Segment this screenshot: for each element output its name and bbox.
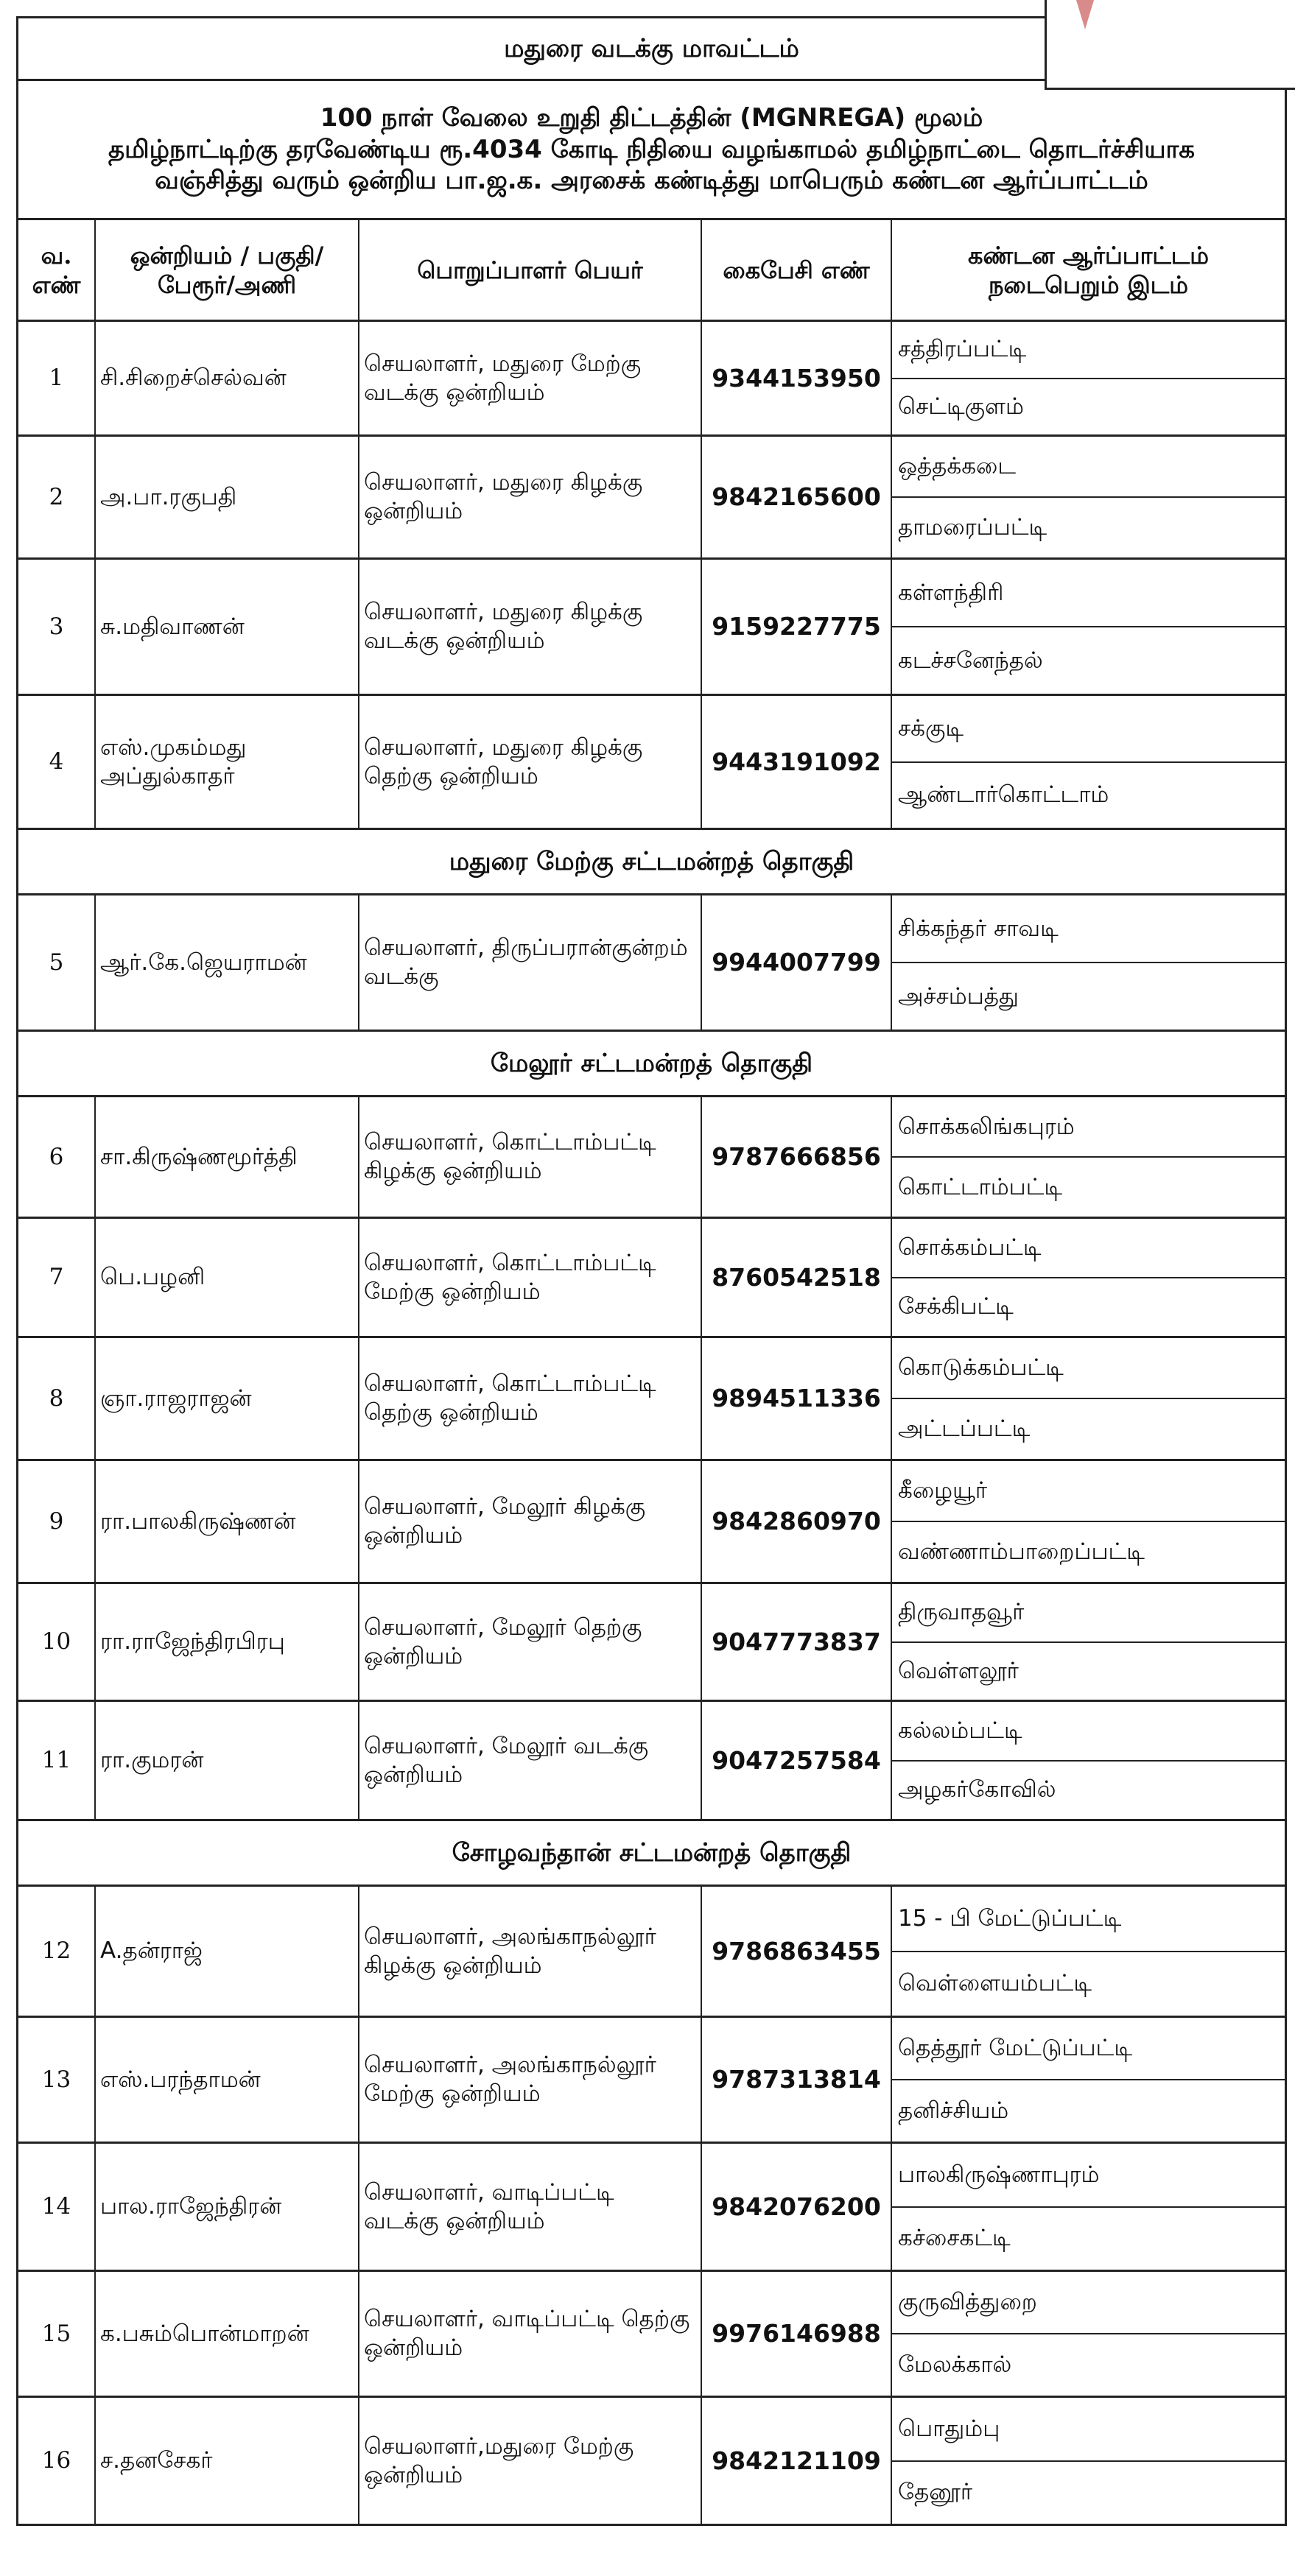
- table-row: [18, 1338, 1285, 1461]
- venue: வெள்ளையம்பட்டி: [892, 1951, 1285, 2016]
- venue: பொதும்பு: [898, 2415, 1000, 2442]
- union-incharge-name: ரா.ராஜேந்திரபிரபு: [96, 1584, 359, 1700]
- union-incharge-name: ரா.குமரன்: [96, 1702, 359, 1819]
- header-union: ஒன்றியம் / பகுதி/ பேரூர்/அணி: [96, 220, 359, 320]
- venue: பாலகிருஷ்ணாபுரம்: [898, 2161, 1100, 2188]
- venue: மேலக்கால்: [892, 2333, 1285, 2396]
- phone-number: 9443191092: [702, 696, 892, 828]
- phone-number: 9894511336: [702, 1338, 892, 1459]
- phone-number: 9976146988: [702, 2272, 892, 2396]
- venue: தெத்தூர் மேட்டுப்பட்டி: [898, 2035, 1133, 2062]
- venue-list: [892, 2272, 1285, 2396]
- union-incharge-name: பெ.பழனி: [96, 1219, 359, 1336]
- header-incharge: பொறுப்பாளர் பெயர்: [359, 220, 702, 320]
- table-header: [18, 220, 1285, 322]
- role: செயலாளர், கொட்டாம்பட்டி தெற்கு ஒன்றியம்: [359, 1338, 702, 1459]
- phone-number: 9944007799: [702, 895, 892, 1030]
- serial-number: 7: [18, 1219, 96, 1336]
- union-incharge-name: A.தன்ராஜ்: [96, 1887, 359, 2016]
- phone-number: 9786863455: [702, 1887, 892, 2016]
- phone-number: 9047257584: [702, 1702, 892, 1819]
- serial-number: 6: [18, 1097, 96, 1217]
- section-heading: மதுரை மேற்கு சட்டமன்றத் தொகுதி: [18, 830, 1285, 895]
- table-row: [18, 437, 1285, 560]
- serial-number: 5: [18, 895, 96, 1030]
- serial-number: 11: [18, 1702, 96, 1819]
- announcement-line: 100 நாள் வேலை உறுதி திட்டத்தின் (MGNREGA) மூலம்: [320, 103, 983, 133]
- role: செயலாளர், மேலூர் தெற்கு ஒன்றியம்: [359, 1584, 702, 1700]
- table-row: [18, 895, 1285, 1032]
- venue-list: [892, 1702, 1285, 1819]
- role: செயலாளர், கொட்டாம்பட்டி கிழக்கு ஒன்றியம்: [359, 1097, 702, 1217]
- phone-number: 9842860970: [702, 1461, 892, 1582]
- table-row: [18, 1097, 1285, 1219]
- venue: வண்ணாம்பாறைப்பட்டி: [892, 1521, 1285, 1582]
- venue-list: [892, 696, 1285, 828]
- role: செயலாளர், திருப்பரான்குன்றம் வடக்கு: [359, 895, 702, 1030]
- role: செயலாளர், கொட்டாம்பட்டி மேற்கு ஒன்றியம்: [359, 1219, 702, 1336]
- table-row: [18, 696, 1285, 830]
- venue: கீழையூர்: [898, 1477, 988, 1505]
- serial-number: 12: [18, 1887, 96, 2016]
- district-title: மதுரை வடக்கு மாவட்டம்: [18, 18, 1285, 81]
- venue: அழகர்கோவில்: [892, 1760, 1285, 1820]
- venue: திருவாதவூர்: [898, 1599, 1025, 1626]
- union-incharge-name: ச.தனசேகர்: [96, 2398, 359, 2524]
- venue-list: [892, 1097, 1285, 1217]
- table-row: [18, 1702, 1285, 1821]
- venue: அட்டப்பட்டி: [892, 1398, 1285, 1459]
- union-incharge-name: சா.கிருஷ்ணமூர்த்தி: [96, 1097, 359, 1217]
- header-serial: வ. எண்: [18, 220, 96, 320]
- table-row: [18, 2144, 1285, 2272]
- venue-list: [892, 560, 1285, 694]
- header-venue: கண்டன ஆர்ப்பாட்டம் நடைபெறும் இடம்: [967, 241, 1210, 299]
- serial-number: 13: [18, 2018, 96, 2142]
- venue: தாமரைப்பட்டி: [892, 496, 1285, 557]
- table-row: [18, 322, 1285, 437]
- venue-list: [892, 1461, 1285, 1582]
- venue: 15 - பி மேட்டுப்பட்டி: [898, 1904, 1122, 1932]
- venue: சொக்கம்பட்டி: [898, 1234, 1042, 1261]
- announcement-line: வஞ்சித்து வரும் ஒன்றிய பா.ஜ.க. அரசைக் கண்டித்து மாபெரும் கண்டன ஆர்ப்பாட்டம்: [155, 166, 1148, 196]
- union-incharge-name: சு.மதிவாணன்: [96, 560, 359, 694]
- venue: ஆண்டார்கொட்டாம்: [892, 761, 1285, 828]
- serial-number: 10: [18, 1584, 96, 1700]
- section-heading: சோழவந்தான் சட்டமன்றத் தொகுதி: [18, 1821, 1285, 1887]
- role: செயலாளர், மதுரை கிழக்கு தெற்கு ஒன்றியம்: [359, 696, 702, 828]
- role: செயலாளர், வாடிப்பட்டி வடக்கு ஒன்றியம்: [359, 2144, 702, 2270]
- decorative-mark: [1076, 0, 1094, 29]
- role: செயலாளர், மதுரை மேற்கு வடக்கு ஒன்றியம்: [359, 322, 702, 434]
- venue: கல்லம்பட்டி: [898, 1717, 1022, 1744]
- venue: தேனூர்: [892, 2460, 1285, 2524]
- serial-number: 16: [18, 2398, 96, 2524]
- venue: சேக்கிபட்டி: [892, 1277, 1285, 1337]
- phone-number: 9787666856: [702, 1097, 892, 1217]
- venue-list: [892, 2018, 1285, 2142]
- phone-number: 9842165600: [702, 437, 892, 557]
- venue: கொடுக்கம்பட்டி: [898, 1354, 1064, 1382]
- venue-list: [892, 1338, 1285, 1459]
- serial-number: 3: [18, 560, 96, 694]
- venue: அச்சம்பத்து: [892, 962, 1285, 1030]
- role: செயலாளர், அலங்காநல்லூர் கிழக்கு ஒன்றியம்: [359, 1887, 702, 2016]
- union-incharge-name: ஆர்.கே.ஜெயராமன்: [96, 895, 359, 1030]
- phone-number: 9787313814: [702, 2018, 892, 2142]
- serial-number: 9: [18, 1461, 96, 1582]
- union-incharge-name: பால.ராஜேந்திரன்: [96, 2144, 359, 2270]
- role: செயலாளர், அலங்காநல்லூர் மேற்கு ஒன்றியம்: [359, 2018, 702, 2142]
- table-row: [18, 2272, 1285, 2398]
- venue: சொக்கலிங்கபுரம்: [898, 1113, 1075, 1140]
- table-row: [18, 1461, 1285, 1584]
- table-row: [18, 560, 1285, 696]
- venue-list: [892, 2144, 1285, 2270]
- serial-number: 14: [18, 2144, 96, 2270]
- role: செயலாளர், மேலூர் வடக்கு ஒன்றியம்: [359, 1702, 702, 1819]
- union-incharge-name: ஞா.ராஜராஜன்: [96, 1338, 359, 1459]
- table-row: [18, 2398, 1285, 2526]
- table-row: [18, 1219, 1285, 1338]
- venue: சத்திரப்பட்டி: [898, 336, 1027, 363]
- venue-list: [892, 322, 1285, 434]
- venue-list: [892, 1584, 1285, 1700]
- venue: கொட்டாம்பட்டி: [892, 1156, 1285, 1217]
- venue: கச்சைகட்டி: [892, 2206, 1285, 2270]
- union-incharge-name: ரா.பாலகிருஷ்ணன்: [96, 1461, 359, 1582]
- table-row: [18, 2018, 1285, 2144]
- protest-table: [16, 16, 1287, 2526]
- serial-number: 15: [18, 2272, 96, 2396]
- phone-number: 8760542518: [702, 1219, 892, 1336]
- phone-number: 9159227775: [702, 560, 892, 694]
- venue: தனிச்சியம்: [892, 2079, 1285, 2142]
- phone-number: 9842076200: [702, 2144, 892, 2270]
- serial-number: 2: [18, 437, 96, 557]
- role: செயலாளர், வாடிப்பட்டி தெற்கு ஒன்றியம்: [359, 2272, 702, 2396]
- venue: கள்ளந்திரி: [898, 579, 1004, 606]
- announcement-heading: [18, 81, 1285, 220]
- union-incharge-name: அ.பா.ரகுபதி: [96, 437, 359, 557]
- venue-list: [892, 437, 1285, 557]
- corner-image: [1045, 0, 1295, 90]
- role: செயலாளர், மதுரை கிழக்கு ஒன்றியம்: [359, 437, 702, 557]
- announcement-line: தமிழ்நாட்டிற்கு தரவேண்டிய ரூ.4034 கோடி நிதியை வழங்காமல் தமிழ்நாட்டை தொடர்ச்சியாக: [108, 134, 1195, 164]
- union-incharge-name: எஸ்.முகம்மது அப்துல்காதர்: [96, 696, 359, 828]
- serial-number: 8: [18, 1338, 96, 1459]
- phone-number: 9344153950: [702, 322, 892, 434]
- role: செயலாளர், மேலூர் கிழக்கு ஒன்றியம்: [359, 1461, 702, 1582]
- section-heading: மேலூர் சட்டமன்றத் தொகுதி: [18, 1032, 1285, 1097]
- phone-number: 9842121109: [702, 2398, 892, 2524]
- venue-list: [892, 1887, 1285, 2016]
- venue: செட்டிகுளம்: [892, 378, 1285, 435]
- venue-list: [892, 1219, 1285, 1336]
- phone-number: 9047773837: [702, 1584, 892, 1700]
- role: செயலாளர், மதுரை கிழக்கு வடக்கு ஒன்றியம்: [359, 560, 702, 694]
- union-incharge-name: க.பசும்பொன்மாறன்: [96, 2272, 359, 2396]
- venue: வெள்ளலூர்: [892, 1641, 1285, 1700]
- table-row: [18, 1887, 1285, 2018]
- venue-list: [892, 2398, 1285, 2524]
- venue: கடச்சனேந்தல்: [892, 626, 1285, 694]
- table-row: [18, 1584, 1285, 1702]
- serial-number: 1: [18, 322, 96, 434]
- serial-number: 4: [18, 696, 96, 828]
- venue-list: [892, 895, 1285, 1030]
- role: செயலாளர்,மதுரை மேற்கு ஒன்றியம்: [359, 2398, 702, 2524]
- union-incharge-name: எஸ்.பரந்தாமன்: [96, 2018, 359, 2142]
- header-phone: கைபேசி எண்: [702, 220, 892, 320]
- venue: சக்குடி: [898, 714, 964, 742]
- venue: ஒத்தக்கடை: [898, 453, 1017, 480]
- venue: குருவித்துறை: [898, 2289, 1037, 2316]
- union-incharge-name: சி.சிறைச்செல்வன்: [96, 322, 359, 434]
- venue: சிக்கந்தர் சாவடி: [898, 915, 1059, 942]
